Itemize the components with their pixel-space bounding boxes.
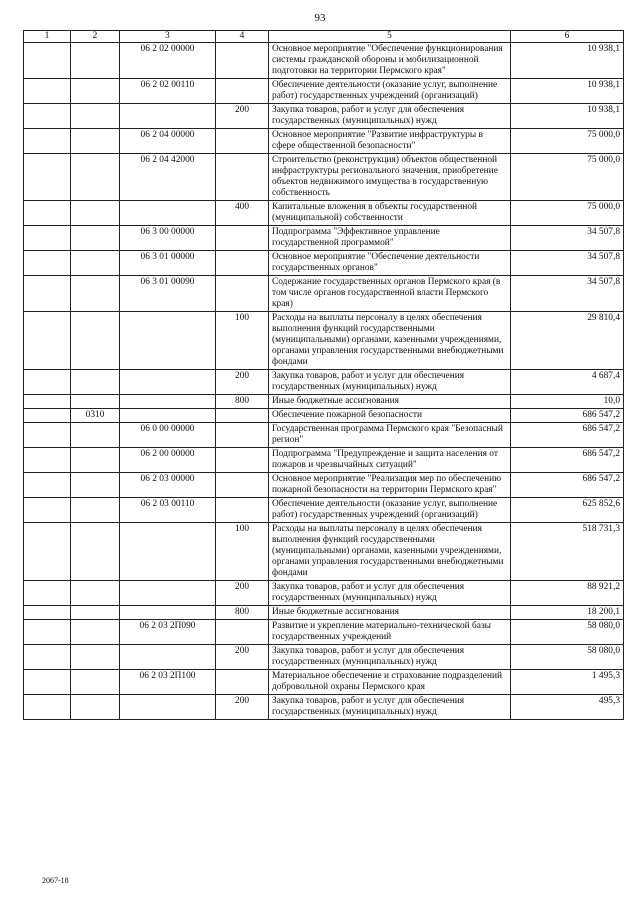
table-row [24, 276, 624, 312]
cell-name: Подпрограмма "Предупреждение и защита населения от пожаров и чрезвычайных ситуаций" [269, 448, 511, 473]
cell-subsection [71, 695, 120, 720]
cell-section [24, 581, 71, 606]
cell-name: Закупка товаров, работ и услуг для обеспечения государственных (муниципальных) нужд [269, 695, 511, 720]
column-header-5: 5 [269, 31, 511, 43]
cell-name: Капитальные вложения в объекты государственной (муниципальной) собственности [269, 201, 511, 226]
cell-name: Закупка товаров, работ и услуг для обеспечения государственных (муниципальных) нужд [269, 645, 511, 670]
table-body [24, 43, 624, 720]
cell-section [24, 606, 71, 620]
cell-name: Развитие и укрепление материально-технической базы государственных учреждений [269, 620, 511, 645]
column-header-1: 1 [24, 31, 71, 43]
cell-expense-type [216, 226, 269, 251]
cell-expense-type [216, 43, 269, 79]
cell-amount: 58 080,0 [511, 620, 624, 645]
cell-section [24, 395, 71, 409]
table-row [24, 523, 624, 581]
cell-name: Закупка товаров, работ и услуг для обеспечения государственных (муниципальных) нужд [269, 581, 511, 606]
cell-amount: 1 495,3 [511, 670, 624, 695]
cell-subsection [71, 473, 120, 498]
table-row [24, 695, 624, 720]
cell-name: Закупка товаров, работ и услуг для обеспечения государственных (муниципальных) нужд [269, 370, 511, 395]
table-row [24, 645, 624, 670]
cell-target-code: 06 2 00 00000 [120, 448, 216, 473]
cell-target-code: 06 2 03 2П100 [120, 670, 216, 695]
cell-amount: 10 938,1 [511, 104, 624, 129]
cell-amount: 34 507,8 [511, 276, 624, 312]
cell-expense-type: 200 [216, 695, 269, 720]
cell-expense-type [216, 251, 269, 276]
cell-section [24, 154, 71, 201]
cell-subsection [71, 312, 120, 370]
cell-expense-type [216, 154, 269, 201]
cell-subsection [71, 154, 120, 201]
cell-expense-type: 100 [216, 523, 269, 581]
cell-name: Материальное обеспечение и страхование подразделений добровольной охраны Пермского края [269, 670, 511, 695]
cell-amount: 75 000,0 [511, 201, 624, 226]
cell-section [24, 201, 71, 226]
cell-name: Строительство (реконструкция) объектов общественной инфраструктуры регионального значения, приобретение объектов недвижимого имущества в государственную собственность [269, 154, 511, 201]
cell-name: Обеспечение пожарной безопасности [269, 409, 511, 423]
cell-target-code: 06 3 01 00090 [120, 276, 216, 312]
cell-amount: 75 000,0 [511, 154, 624, 201]
cell-amount: 495,3 [511, 695, 624, 720]
cell-subsection [71, 251, 120, 276]
cell-expense-type [216, 409, 269, 423]
cell-expense-type [216, 423, 269, 448]
cell-subsection [71, 201, 120, 226]
cell-section [24, 276, 71, 312]
column-header-6: 6 [511, 31, 624, 43]
cell-section [24, 423, 71, 448]
cell-name: Основное мероприятие "Обеспечение деятельности государственных органов" [269, 251, 511, 276]
table-row [24, 473, 624, 498]
cell-amount: 34 507,8 [511, 226, 624, 251]
cell-expense-type [216, 620, 269, 645]
cell-section [24, 226, 71, 251]
cell-expense-type [216, 79, 269, 104]
table-row [24, 620, 624, 645]
cell-subsection [71, 104, 120, 129]
cell-amount: 10 938,1 [511, 43, 624, 79]
cell-subsection [71, 43, 120, 79]
table-row [24, 79, 624, 104]
cell-expense-type [216, 448, 269, 473]
cell-subsection [71, 423, 120, 448]
cell-name: Государственная программа Пермского края "Безопасный регион" [269, 423, 511, 448]
cell-target-code [120, 695, 216, 720]
cell-expense-type [216, 473, 269, 498]
cell-name: Основное мероприятие "Обеспечение функционирования системы гражданской обороны и мобилизационной подготовки на территории Пермского края" [269, 43, 511, 79]
table-row [24, 43, 624, 79]
cell-amount: 34 507,8 [511, 251, 624, 276]
cell-target-code [120, 312, 216, 370]
cell-target-code: 06 2 04 42000 [120, 154, 216, 201]
cell-target-code [120, 409, 216, 423]
cell-name: Обеспечение деятельности (оказание услуг, выполнение работ) государственных учреждений (организаций) [269, 498, 511, 523]
cell-subsection [71, 129, 120, 154]
cell-target-code: 06 2 03 2П090 [120, 620, 216, 645]
budget-table [23, 30, 624, 720]
cell-expense-type: 800 [216, 606, 269, 620]
table-row [24, 670, 624, 695]
cell-section [24, 448, 71, 473]
table-row [24, 129, 624, 154]
cell-name: Основное мероприятие "Реализация мер по обеспечению пожарной безопасности на территории Пермского края" [269, 473, 511, 498]
cell-amount: 29 810,4 [511, 312, 624, 370]
cell-name: Обеспечение деятельности (оказание услуг, выполнение работ) государственных учреждений (организаций) [269, 79, 511, 104]
column-header-4: 4 [216, 31, 269, 43]
table-row [24, 154, 624, 201]
cell-amount: 4 687,4 [511, 370, 624, 395]
cell-subsection [71, 670, 120, 695]
table-row [24, 409, 624, 423]
cell-amount: 686 547,2 [511, 473, 624, 498]
cell-target-code: 06 2 04 00000 [120, 129, 216, 154]
cell-section [24, 498, 71, 523]
cell-subsection: 0310 [71, 409, 120, 423]
cell-target-code: 06 3 01 00000 [120, 251, 216, 276]
cell-expense-type: 200 [216, 104, 269, 129]
cell-expense-type [216, 670, 269, 695]
cell-expense-type: 200 [216, 370, 269, 395]
cell-expense-type: 200 [216, 645, 269, 670]
column-header-3: 3 [120, 31, 216, 43]
cell-amount: 686 547,2 [511, 448, 624, 473]
cell-amount: 75 000,0 [511, 129, 624, 154]
table-row [24, 395, 624, 409]
cell-target-code [120, 581, 216, 606]
cell-subsection [71, 620, 120, 645]
cell-target-code [120, 523, 216, 581]
table-row [24, 606, 624, 620]
cell-target-code [120, 104, 216, 129]
table-row [24, 312, 624, 370]
cell-subsection [71, 523, 120, 581]
cell-section [24, 523, 71, 581]
cell-section [24, 695, 71, 720]
cell-section [24, 79, 71, 104]
cell-amount: 88 921,2 [511, 581, 624, 606]
table-row [24, 226, 624, 251]
cell-target-code: 06 2 03 00000 [120, 473, 216, 498]
cell-subsection [71, 498, 120, 523]
cell-subsection [71, 606, 120, 620]
cell-subsection [71, 395, 120, 409]
cell-target-code [120, 201, 216, 226]
cell-subsection [71, 226, 120, 251]
cell-section [24, 620, 71, 645]
table-row [24, 104, 624, 129]
cell-amount: 518 731,3 [511, 523, 624, 581]
cell-subsection [71, 276, 120, 312]
cell-name: Основное мероприятие "Развитие инфраструктуры в сфере общественной безопасности" [269, 129, 511, 154]
cell-subsection [71, 79, 120, 104]
cell-target-code: 06 2 02 00110 [120, 79, 216, 104]
cell-target-code [120, 395, 216, 409]
cell-name: Расходы на выплаты персоналу в целях обеспечения выполнения функций государственными (муниципальными) органами, казенными учреждениями, органами управления государственными внебюджетными фондами [269, 312, 511, 370]
document-code: 2067-18 [42, 876, 69, 885]
cell-subsection [71, 645, 120, 670]
cell-name: Иные бюджетные ассигнования [269, 606, 511, 620]
cell-amount: 58 080,0 [511, 645, 624, 670]
cell-name: Подпрограмма "Эффективное управление государственной программой" [269, 226, 511, 251]
cell-section [24, 129, 71, 154]
table-row [24, 581, 624, 606]
cell-amount: 18 200,1 [511, 606, 624, 620]
cell-expense-type: 400 [216, 201, 269, 226]
cell-target-code: 06 3 00 00000 [120, 226, 216, 251]
cell-amount: 686 547,2 [511, 409, 624, 423]
cell-section [24, 251, 71, 276]
table-row [24, 423, 624, 448]
cell-section [24, 370, 71, 395]
table-row [24, 498, 624, 523]
cell-section [24, 312, 71, 370]
table-row [24, 448, 624, 473]
cell-amount: 625 852,6 [511, 498, 624, 523]
column-header-2: 2 [71, 31, 120, 43]
cell-subsection [71, 581, 120, 606]
cell-section [24, 645, 71, 670]
table-row [24, 251, 624, 276]
cell-subsection [71, 370, 120, 395]
cell-section [24, 473, 71, 498]
cell-target-code: 06 0 00 00000 [120, 423, 216, 448]
cell-expense-type [216, 129, 269, 154]
page-number: 93 [314, 12, 326, 24]
cell-amount: 10,0 [511, 395, 624, 409]
cell-subsection [71, 448, 120, 473]
cell-target-code: 06 2 02 00000 [120, 43, 216, 79]
cell-amount: 10 938,1 [511, 79, 624, 104]
cell-expense-type [216, 498, 269, 523]
cell-name: Содержание государственных органов Пермского края (в том числе органов государственной власти Пермского края) [269, 276, 511, 312]
cell-target-code [120, 645, 216, 670]
cell-amount: 686 547,2 [511, 423, 624, 448]
cell-name: Закупка товаров, работ и услуг для обеспечения государственных (муниципальных) нужд [269, 104, 511, 129]
cell-expense-type [216, 276, 269, 312]
cell-target-code: 06 2 03 00110 [120, 498, 216, 523]
cell-expense-type: 800 [216, 395, 269, 409]
cell-section [24, 670, 71, 695]
cell-section [24, 104, 71, 129]
cell-expense-type: 200 [216, 581, 269, 606]
cell-section [24, 43, 71, 79]
cell-expense-type: 100 [216, 312, 269, 370]
cell-name: Расходы на выплаты персоналу в целях обеспечения выполнения функций государственными (муниципальными) органами, казенными учреждениями, органами управления государственными внебюджетными фондами [269, 523, 511, 581]
cell-target-code [120, 370, 216, 395]
cell-target-code [120, 606, 216, 620]
cell-section [24, 409, 71, 423]
table-header-row [24, 31, 624, 43]
cell-name: Иные бюджетные ассигнования [269, 395, 511, 409]
table-row [24, 370, 624, 395]
table-row [24, 201, 624, 226]
